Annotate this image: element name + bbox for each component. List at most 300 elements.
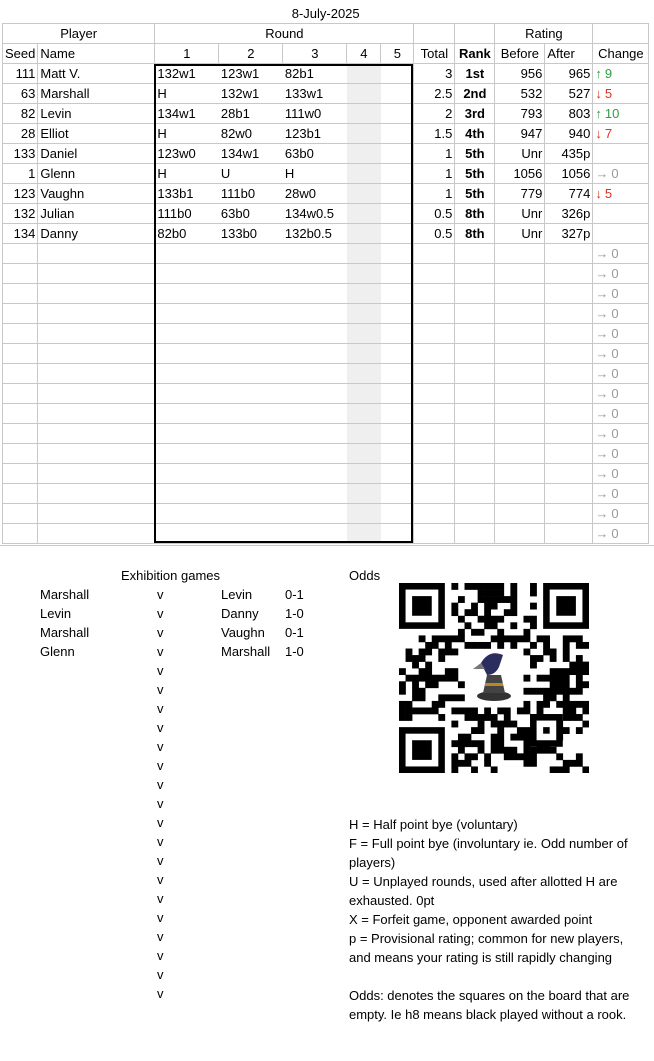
round-5-cell — [381, 244, 414, 264]
legend-line: Odds: denotes the squares on the board that are empty. Ie h8 means black played without a rook. — [349, 988, 630, 1022]
round-2-cell — [219, 284, 283, 304]
round-4-cell — [347, 304, 381, 324]
after-cell — [545, 304, 593, 324]
round-2-cell — [219, 424, 283, 444]
rank-cell — [455, 524, 495, 544]
round-3-cell — [283, 464, 347, 484]
change-value: 10 — [604, 105, 620, 121]
after-cell: 965 — [545, 64, 593, 84]
player-row — [3, 224, 649, 244]
round-3-cell — [283, 404, 347, 424]
name-cell — [38, 424, 155, 444]
change-arrow-icon: ↑ — [595, 105, 602, 121]
round-4-cell — [347, 244, 381, 264]
change-value: 0 — [611, 505, 619, 521]
exhibition-player-1: Marshall — [40, 587, 90, 602]
name-cell: Danny — [38, 224, 155, 244]
rank-cell — [455, 264, 495, 284]
round-2-cell: 82w0 — [219, 124, 283, 144]
name-cell: Levin — [38, 104, 155, 124]
change-cell — [593, 524, 649, 544]
round-2-cell — [219, 444, 283, 464]
rank-cell: 5th — [455, 184, 495, 204]
round-1-cell: 132w1 — [155, 64, 219, 84]
round-5-cell — [381, 504, 414, 524]
legend-line: p = Provisional rating; common for new players, and means your rating is still rapidly changing — [349, 931, 624, 965]
player-row — [3, 144, 649, 164]
round-1-cell — [155, 464, 219, 484]
before-cell — [495, 464, 545, 484]
after-cell — [545, 404, 593, 424]
change-arrow-icon: → — [595, 305, 609, 321]
after-cell — [545, 484, 593, 504]
player-row — [3, 104, 649, 124]
round-group-header: Round — [155, 24, 414, 44]
round-3-cell — [283, 484, 347, 504]
seed-cell — [3, 364, 38, 384]
round-4-header: 4 — [347, 44, 381, 64]
rank-cell: 5th — [455, 144, 495, 164]
before-cell — [495, 264, 545, 284]
rating-group-header: Rating — [495, 24, 593, 44]
exhibition-versus: v — [157, 853, 164, 868]
seed-cell — [3, 464, 38, 484]
rank-cell: 3rd — [455, 104, 495, 124]
exhibition-versus: v — [157, 720, 164, 735]
change-value: 0 — [611, 265, 619, 281]
change-value: 5 — [604, 185, 613, 201]
round-2-cell — [219, 364, 283, 384]
change-arrow-icon: → — [595, 505, 609, 521]
after-header: After — [545, 44, 593, 64]
round-5-cell — [381, 284, 414, 304]
round-4-cell — [347, 204, 381, 224]
before-cell: 532 — [495, 84, 545, 104]
seed-cell — [3, 284, 38, 304]
change-cell — [593, 104, 649, 124]
round-1-cell — [155, 404, 219, 424]
total-cell — [414, 264, 455, 284]
after-cell — [545, 244, 593, 264]
total-cell — [414, 304, 455, 324]
seed-cell — [3, 384, 38, 404]
round-4-cell — [347, 404, 381, 424]
rank-cell: 8th — [455, 224, 495, 244]
round-4-cell — [347, 324, 381, 344]
round-4-cell — [347, 424, 381, 444]
name-cell: Glenn — [38, 164, 155, 184]
round-5-cell — [381, 224, 414, 244]
round-2-cell: 133b0 — [219, 224, 283, 244]
exhibition-result: 1-0 — [285, 644, 304, 659]
name-cell — [38, 524, 155, 544]
total-cell: 3 — [414, 64, 455, 84]
seed-cell — [3, 304, 38, 324]
before-cell — [495, 324, 545, 344]
exhibition-versus: v — [157, 682, 164, 697]
rank-cell — [455, 384, 495, 404]
change-value: 0 — [611, 405, 619, 421]
exhibition-versus: v — [157, 872, 164, 887]
seed-cell: 133 — [3, 144, 38, 164]
rank-cell — [455, 444, 495, 464]
exhibition-versus: v — [157, 663, 164, 678]
total-cell — [414, 464, 455, 484]
round-3-cell — [283, 344, 347, 364]
rank-cell: 1st — [455, 64, 495, 84]
before-cell: 956 — [495, 64, 545, 84]
round-1-cell — [155, 484, 219, 504]
change-arrow-icon: → — [595, 525, 609, 541]
change-arrow-icon: → — [595, 325, 609, 341]
rank-cell — [455, 284, 495, 304]
seed-cell — [3, 244, 38, 264]
round-1-cell — [155, 524, 219, 544]
change-value: 0 — [611, 365, 619, 381]
change-arrow-icon: → — [595, 285, 609, 301]
total-cell — [414, 504, 455, 524]
empty-row — [3, 504, 649, 524]
before-cell: 1056 — [495, 164, 545, 184]
change-cell — [593, 164, 649, 184]
round-4-cell — [347, 344, 381, 364]
seed-cell: 123 — [3, 184, 38, 204]
exhibition-result: 0-1 — [285, 625, 304, 640]
round-4-cell — [347, 64, 381, 84]
name-cell — [38, 404, 155, 424]
total-cell — [414, 284, 455, 304]
empty-row — [3, 344, 649, 364]
player-row — [3, 204, 649, 224]
player-row — [3, 164, 649, 184]
before-cell: Unr — [495, 204, 545, 224]
round-4-cell — [347, 124, 381, 144]
name-cell — [38, 444, 155, 464]
change-arrow-icon: → — [595, 465, 609, 481]
change-cell — [593, 384, 649, 404]
round-4-cell — [347, 264, 381, 284]
round-5-cell — [381, 204, 414, 224]
round-4-cell — [347, 164, 381, 184]
seed-cell: 111 — [3, 64, 38, 84]
round-3-cell — [283, 304, 347, 324]
player-row — [3, 124, 649, 144]
after-cell — [545, 344, 593, 364]
total-cell — [414, 424, 455, 444]
total-cell: 2 — [414, 104, 455, 124]
after-cell: 326p — [545, 204, 593, 224]
round-2-cell — [219, 264, 283, 284]
round-4-cell — [347, 504, 381, 524]
total-cell: 0.5 — [414, 204, 455, 224]
round-5-cell — [381, 444, 414, 464]
round-3-cell: 132b0.5 — [283, 224, 347, 244]
round-5-cell — [381, 164, 414, 184]
round-2-cell: U — [219, 164, 283, 184]
round-3-cell: 63b0 — [283, 144, 347, 164]
round-5-cell — [381, 344, 414, 364]
after-cell — [545, 504, 593, 524]
rank-cell — [455, 504, 495, 524]
round-3-cell: 134w0.5 — [283, 204, 347, 224]
round-1-cell — [155, 364, 219, 384]
exhibition-player-1: Glenn — [40, 644, 75, 659]
exhibition-versus: v — [157, 796, 164, 811]
round-3-cell: H — [283, 164, 347, 184]
name-header: Name — [38, 44, 155, 64]
round-5-cell — [381, 124, 414, 144]
rank-cell: 5th — [455, 164, 495, 184]
before-cell — [495, 524, 545, 544]
total-cell: 1 — [414, 144, 455, 164]
change-arrow-icon: → — [595, 245, 609, 261]
total-cell — [414, 484, 455, 504]
after-cell — [545, 264, 593, 284]
change-value: 9 — [604, 65, 613, 81]
total-cell — [414, 344, 455, 364]
total-cell: 1 — [414, 184, 455, 204]
after-cell — [545, 464, 593, 484]
name-cell — [38, 284, 155, 304]
after-cell: 803 — [545, 104, 593, 124]
seed-cell: 134 — [3, 224, 38, 244]
exhibition-versus: v — [157, 815, 164, 830]
exhibition-player-2: Danny — [221, 606, 259, 621]
round-2-cell — [219, 304, 283, 324]
change-value: 0 — [611, 165, 619, 181]
rank-cell — [455, 324, 495, 344]
change-cell — [593, 504, 649, 524]
change-cell — [593, 424, 649, 444]
seed-cell: 28 — [3, 124, 38, 144]
after-cell — [545, 364, 593, 384]
qr-code-image — [399, 583, 589, 773]
rank-cell: 8th — [455, 204, 495, 224]
round-3-cell: 82b1 — [283, 64, 347, 84]
legend-line: F = Full point bye (involuntary ie. Odd number of players) — [349, 836, 628, 870]
change-arrow-icon: → — [595, 265, 609, 281]
rank-cell: 4th — [455, 124, 495, 144]
total-cell: 1.5 — [414, 124, 455, 144]
exhibition-versus: v — [157, 834, 164, 849]
rank-cell — [455, 464, 495, 484]
change-arrow-icon: ↓ — [595, 125, 602, 141]
empty-row — [3, 464, 649, 484]
exhibition-versus: v — [157, 625, 164, 640]
change-arrow-icon: → — [595, 165, 609, 181]
change-cell — [593, 324, 649, 344]
round-1-cell: H — [155, 124, 219, 144]
change-cell — [593, 404, 649, 424]
legend — [349, 815, 647, 1024]
total-cell — [414, 444, 455, 464]
exhibition-player-2: Levin — [221, 587, 253, 602]
rank-cell — [455, 344, 495, 364]
seed-cell — [3, 324, 38, 344]
before-cell: 779 — [495, 184, 545, 204]
change-value: 0 — [611, 485, 619, 501]
exhibition-versus: v — [157, 986, 164, 1001]
empty-row — [3, 304, 649, 324]
round-5-cell — [381, 264, 414, 284]
name-cell: Matt V. — [38, 64, 155, 84]
seed-cell — [3, 444, 38, 464]
change-cell — [593, 144, 649, 164]
seed-cell: 1 — [3, 164, 38, 184]
empty-row — [3, 284, 649, 304]
rank-cell — [455, 404, 495, 424]
rank-header: Rank — [455, 44, 495, 64]
round-5-cell — [381, 144, 414, 164]
round-3-cell — [283, 264, 347, 284]
round-4-cell — [347, 484, 381, 504]
change-cell — [593, 344, 649, 364]
round-2-cell: 111b0 — [219, 184, 283, 204]
name-cell: Vaughn — [38, 184, 155, 204]
before-cell — [495, 344, 545, 364]
exhibition-player-2: Vaughn — [221, 625, 265, 640]
empty-row — [3, 404, 649, 424]
exhibition-versus: v — [157, 758, 164, 773]
seed-cell — [3, 504, 38, 524]
after-cell — [545, 424, 593, 444]
round-4-cell — [347, 84, 381, 104]
name-cell: Marshall — [38, 84, 155, 104]
round-5-cell — [381, 184, 414, 204]
round-4-cell — [347, 104, 381, 124]
name-cell: Daniel — [38, 144, 155, 164]
change-value: 0 — [611, 305, 619, 321]
round-3-cell — [283, 364, 347, 384]
total-cell: 1 — [414, 164, 455, 184]
round-1-cell — [155, 384, 219, 404]
round-5-cell — [381, 304, 414, 324]
after-cell: 435p — [545, 144, 593, 164]
rank-cell — [455, 244, 495, 264]
after-cell: 527 — [545, 84, 593, 104]
change-cell — [593, 304, 649, 324]
total-cell — [414, 404, 455, 424]
change-cell — [593, 84, 649, 104]
total-cell: 2.5 — [414, 84, 455, 104]
total-cell — [414, 524, 455, 544]
round-3-header: 3 — [283, 44, 347, 64]
round-1-cell — [155, 284, 219, 304]
seed-cell: 82 — [3, 104, 38, 124]
round-2-cell — [219, 384, 283, 404]
player-row — [3, 64, 649, 84]
round-5-cell — [381, 64, 414, 84]
change-arrow-icon: → — [595, 365, 609, 381]
round-2-cell — [219, 344, 283, 364]
name-cell — [38, 464, 155, 484]
name-cell — [38, 364, 155, 384]
round-1-cell — [155, 424, 219, 444]
round-1-cell: 134w1 — [155, 104, 219, 124]
change-value: 0 — [611, 525, 619, 541]
after-cell: 774 — [545, 184, 593, 204]
round-1-header: 1 — [155, 44, 219, 64]
rank-cell — [455, 304, 495, 324]
seed-cell — [3, 424, 38, 444]
change-cell — [593, 364, 649, 384]
player-row — [3, 84, 649, 104]
before-cell — [495, 424, 545, 444]
round-1-cell: H — [155, 164, 219, 184]
round-2-cell: 123w1 — [219, 64, 283, 84]
exhibition-versus: v — [157, 644, 164, 659]
exhibition-versus: v — [157, 967, 164, 982]
before-cell — [495, 244, 545, 264]
change-arrow-icon: → — [595, 485, 609, 501]
seed-cell — [3, 404, 38, 424]
change-arrow-icon: → — [595, 345, 609, 361]
exhibition-versus: v — [157, 777, 164, 792]
round-4-cell — [347, 284, 381, 304]
exhibition-versus: v — [157, 891, 164, 906]
legend-line: X = Forfeit game, opponent awarded point — [349, 912, 593, 927]
section-divider — [0, 545, 654, 546]
change-value: 0 — [611, 445, 619, 461]
after-cell — [545, 444, 593, 464]
total-cell — [414, 364, 455, 384]
before-cell — [495, 404, 545, 424]
change-cell — [593, 464, 649, 484]
seed-cell: 132 — [3, 204, 38, 224]
after-cell — [545, 284, 593, 304]
round-1-cell — [155, 444, 219, 464]
empty-row — [3, 424, 649, 444]
exhibition-player-2: Marshall — [221, 644, 271, 659]
change-cell — [593, 284, 649, 304]
change-cell — [593, 204, 649, 224]
round-2-cell: 28b1 — [219, 104, 283, 124]
total-cell — [414, 384, 455, 404]
exhibition-versus: v — [157, 910, 164, 925]
round-2-cell: 132w1 — [219, 84, 283, 104]
round-3-cell: 133w1 — [283, 84, 347, 104]
player-row — [3, 184, 649, 204]
change-arrow-icon: ↑ — [595, 65, 602, 81]
exhibition-versus: v — [157, 587, 164, 602]
empty-row — [3, 264, 649, 284]
change-value: 0 — [611, 385, 619, 401]
name-cell: Elliot — [38, 124, 155, 144]
round-3-cell — [283, 284, 347, 304]
round-5-cell — [381, 104, 414, 124]
round-2-cell — [219, 324, 283, 344]
before-cell — [495, 484, 545, 504]
before-cell — [495, 384, 545, 404]
change-arrow-icon: → — [595, 425, 609, 441]
change-cell — [593, 444, 649, 464]
change-value: 0 — [611, 345, 619, 361]
name-cell: Julian — [38, 204, 155, 224]
round-5-header: 5 — [381, 44, 414, 64]
round-1-cell — [155, 324, 219, 344]
round-4-cell — [347, 524, 381, 544]
change-cell — [593, 64, 649, 84]
round-2-cell — [219, 504, 283, 524]
round-2-cell — [219, 524, 283, 544]
change-cell — [593, 244, 649, 264]
date-header: 8-July-2025 — [3, 4, 649, 24]
round-2-header: 2 — [219, 44, 283, 64]
after-cell: 940 — [545, 124, 593, 144]
seed-cell — [3, 264, 38, 284]
after-cell — [545, 524, 593, 544]
change-value: 0 — [611, 325, 619, 341]
